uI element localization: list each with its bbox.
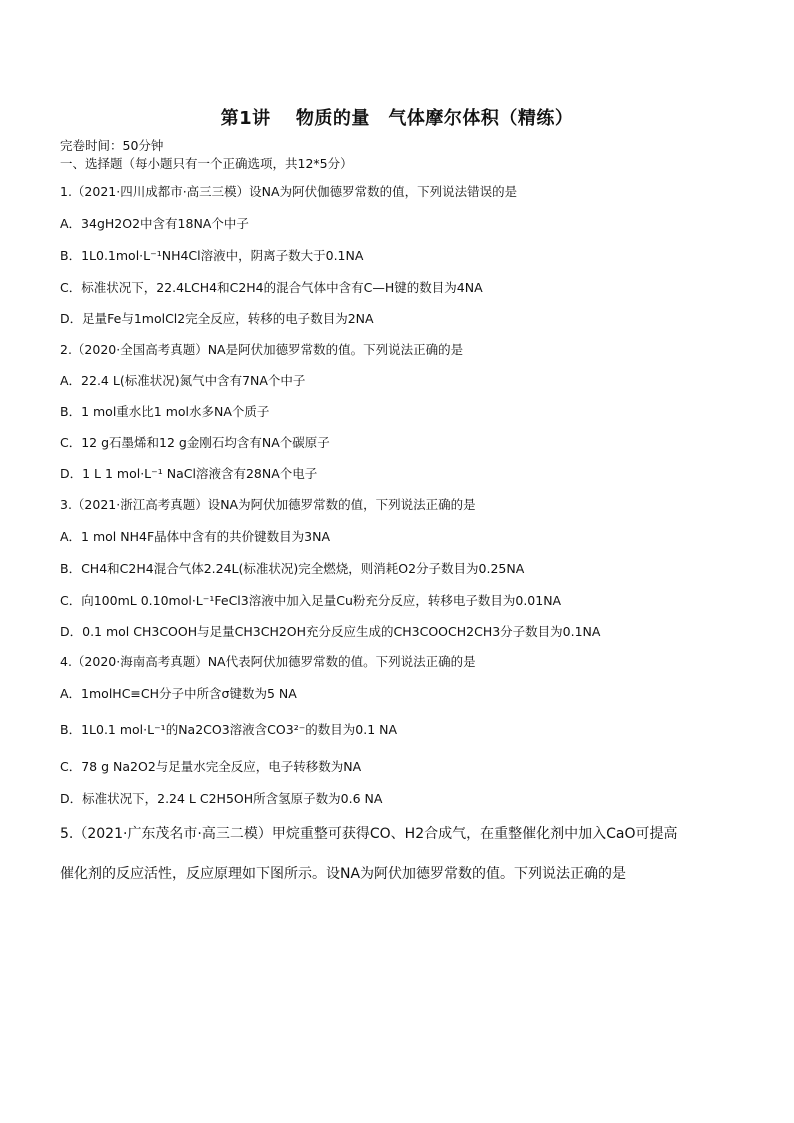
question-2-option-a: A．22.4 L(标准状况)氮气中含有7NA个中子 [60, 373, 306, 388]
question-3-stem: 3.（2021·浙江高考真题）设NA为阿伏加德罗常数的值，下列说法正确的是 [60, 497, 476, 512]
question-3-option-d: D．0.1 mol CH3COOH与足量CH3CH2OH充分反应生成的CH3COOCH2CH3分子数目为0.1NA [60, 624, 601, 639]
exam-time: 完卷时间：50分钟 [60, 138, 164, 153]
question-2-option-d: D．1 L 1 mol·L⁻¹ NaCl溶液含有28NA个电子 [60, 466, 318, 481]
question-4-option-b: B．1L0.1 mol·L⁻¹的Na2CO3溶液含CO3²⁻的数目为0.1 NA [60, 722, 398, 737]
question-4-stem: 4.（2020·海南高考真题）NA代表阿伏加德罗常数的值。下列说法正确的是 [60, 654, 476, 669]
question-2-option-c: C．12 g石墨烯和12 g金刚石均含有NA个碳原子 [60, 435, 330, 450]
question-3-option-a: A．1 mol NH4F晶体中含有的共价键数目为3NA [60, 529, 330, 544]
question-4-option-d: D．标准状况下，2.24 L C2H5OH所含氢原子数为0.6 NA [60, 791, 383, 806]
question-5-stem-line-1: 5.（2021·广东茂名市·高三二模）甲烷重整可获得CO、H2合成气，在重整催化剂中加入CaO可提高 [60, 826, 678, 842]
page-title: 第1讲 物质的量 气体摩尔体积（精练） [220, 108, 574, 129]
question-1-option-c: C．标准状况下，22.4LCH4和C2H4的混合气体中含有C—H键的数目为4NA [60, 280, 483, 295]
question-3-option-c: C．向100mL 0.10mol·L⁻¹FeCl3溶液中加入足量Cu粉充分反应，转移电子数目为0.01NA [60, 593, 562, 608]
question-2-option-b: B．1 mol重水比1 mol水多NA个质子 [60, 404, 270, 419]
question-1-stem: 1.（2021·四川成都市·高三三模）设NA为阿伏伽德罗常数的值，下列说法错误的是 [60, 184, 518, 199]
question-1-option-a: A．34gH2O2中含有18NA个中子 [60, 216, 249, 231]
section-heading: 一、选择题（每小题只有一个正确选项，共12*5分） [60, 156, 353, 171]
question-2-stem: 2.（2020·全国高考真题）NA是阿伏加德罗常数的值。下列说法正确的是 [60, 342, 464, 357]
question-4-option-a: A．1molHC≡CH分子中所含σ键数为5 NA [60, 686, 297, 701]
question-5-stem-line-2: 催化剂的反应活性，反应原理如下图所示。设NA为阿伏加德罗常数的值。下列说法正确的是 [60, 866, 627, 882]
question-3-option-b: B．CH4和C2H4混合气体2.24L(标准状况)完全燃烧，则消耗O2分子数目为0.25NA [60, 561, 525, 576]
question-1-option-d: D．足量Fe与1molCl2完全反应，转移的电子数目为2NA [60, 311, 374, 326]
question-1-option-b: B．1L0.1mol·L⁻¹NH4Cl溶液中，阴离子数大于0.1NA [60, 248, 364, 263]
question-4-option-c: C．78 g Na2O2与足量水完全反应，电子转移数为NA [60, 759, 362, 774]
